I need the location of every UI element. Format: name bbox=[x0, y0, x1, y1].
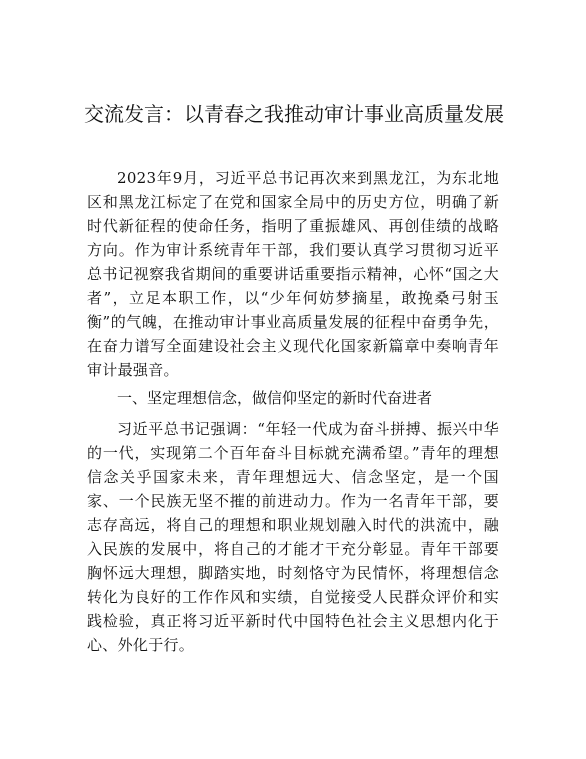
section-heading: 一、坚定理想信念，做信仰坚定的新时代奋进者 bbox=[117, 389, 433, 407]
intro-paragraph: 2023年9月，习近平总书记再次来到黑龙江，为东北地区和黑龙江标定了在党和国家全局中的历史方位，明确了新时代新征程的使命任务，指明了重振雄风、再创佳绩的战略方向。作为审计系统青年干部，我们要认真学习贯彻习近平总书记视察我省期间的重要讲话重要指示精神，心怀“国之大者”，立足本职工作，以“少年何妨梦摘星，敢挽桑弓射玉衡”的气魄，在推动审计事业高质量发展的征程中奋勇争先，在奋力谱写全面建设社会主义现代化国家新篇章中奏响青年审计最强音。 bbox=[87, 169, 499, 379]
document-title: 交流发言：以青春之我推动审计事业高质量发展 bbox=[84, 102, 504, 126]
body-paragraph: 习近平总书记强调：“年轻一代成为奋斗拼搏、振兴中华的一代，实现第二个百年奋斗目标就充满希望。”青年的理想信念关乎国家未来，青年理想远大、信念坚定，是一个国家、一个民族无坚不摧的前进动力。作为一名青年干部，要志存高远，将自己的理想和职业规划融入时代的洪流中，融入民族的发展中，将自己的才能才干充分彰显。青年干部要胸怀远大理想，脚踏实地，时刻恪守为民情怀，将理想信念转化为良好的工作作风和实绩，自觉接受人民群众评价和实践检验，真正将习近平新时代中国特色社会主义思想内化于心、外化于行。 bbox=[87, 420, 499, 654]
